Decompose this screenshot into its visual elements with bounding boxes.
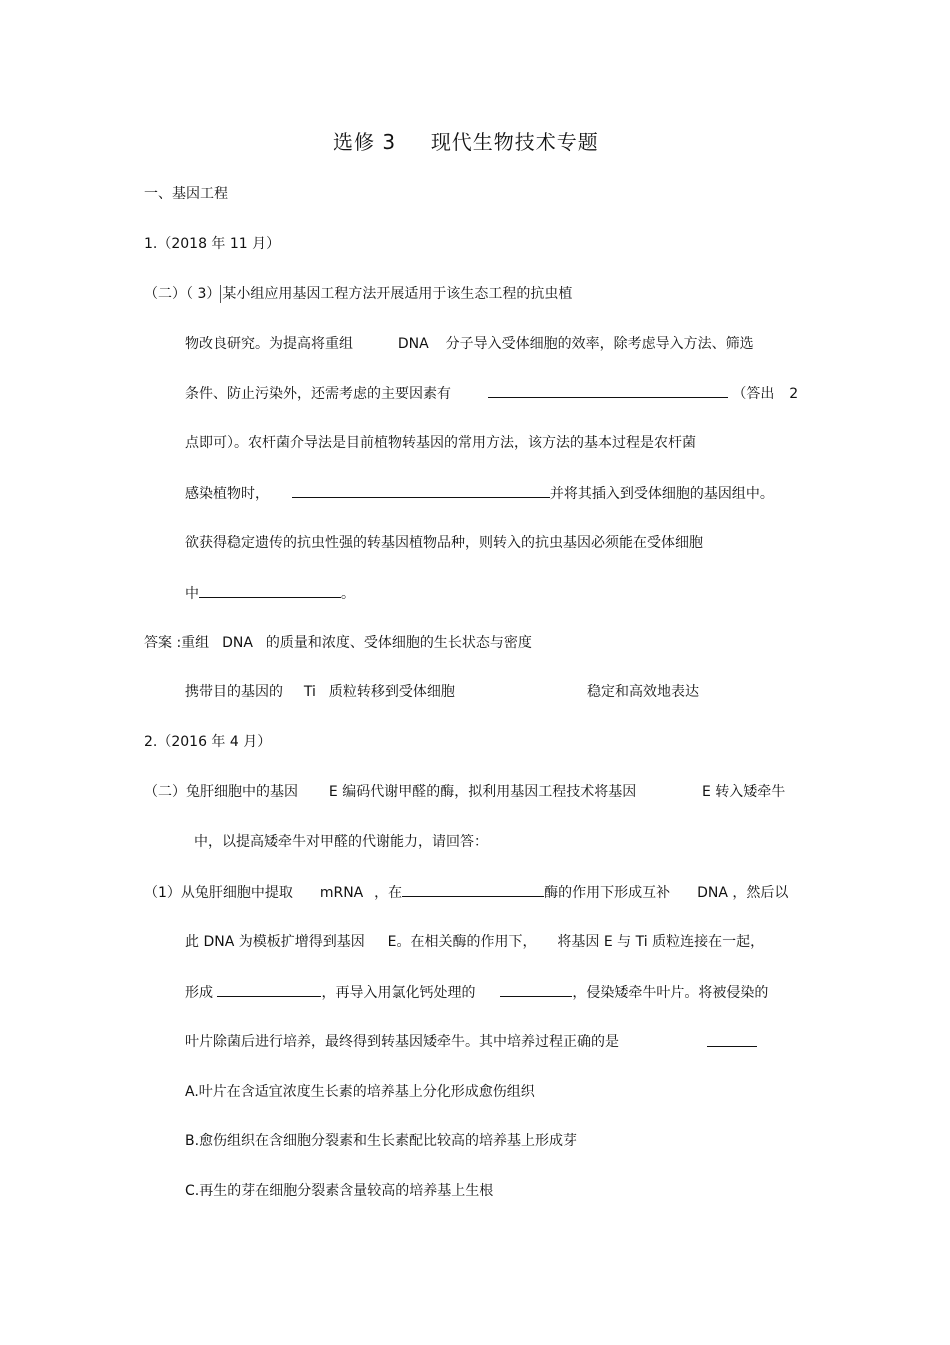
answer-blank-7-wrap: [707, 1032, 757, 1053]
q1-line-2: [185, 334, 754, 354]
title-part2: 现代生物技术专题: [430, 130, 599, 154]
q2-p3c: ，侵染矮牵牛叶片。将被侵染的: [572, 985, 769, 1001]
answer-blank-6[interactable]: [500, 982, 572, 997]
q2-line-1b: E 编码代谢甲醛的酶，拟利用基因工程技术将基因: [328, 784, 637, 800]
answer-label: 答案 :: [144, 635, 182, 651]
q1-line-2a: 物改良研究。为提高将重组: [185, 336, 353, 352]
q2-p1f: ，然后以: [732, 885, 789, 901]
q2-p1e: DNA: [697, 885, 728, 901]
page-title: [333, 132, 599, 152]
option-c: C.再生的芽在细胞分裂素含量较高的培养基上生根: [185, 1183, 494, 1199]
answer-2d: 稳定和高效地表达: [587, 684, 699, 700]
q1-line-2b: DNA: [397, 336, 429, 352]
q2-p1b: mRNA: [319, 885, 364, 901]
q1-line-2c: 分子导入受体细胞的效率，除考虑导入方法、筛选: [445, 336, 754, 352]
q2-p1-line-2: [185, 932, 764, 952]
q1-line-7b: 。: [341, 586, 355, 602]
answer-blank-4[interactable]: [402, 882, 544, 897]
q1-header: 1.（2018 年 11 月）: [144, 236, 281, 252]
q1-line-3b: （答出: [732, 386, 775, 402]
answer-blank-2[interactable]: [292, 483, 550, 498]
answer-2b: Ti: [303, 684, 316, 700]
answer-blank-1[interactable]: [488, 383, 728, 398]
q1-line-3a: 条件、防止污染外，还需考虑的主要因素有: [185, 386, 451, 402]
q2-p1-line-3: [185, 982, 768, 1003]
q1-line-4: 点即可）。农杆菌介导法是目前植物转基因的常用方法，该方法的基本过程是农杆菌: [185, 435, 696, 451]
q1-line-3c: 2: [789, 386, 799, 402]
q2-p2a: 此 DNA 为模板扩增得到基因: [185, 934, 365, 950]
q1-line-1: [144, 284, 572, 304]
q2-p1-line-4: [185, 1032, 619, 1052]
q2-p1d: 酶的作用下形成互补: [544, 885, 671, 901]
answer-blank-5[interactable]: [217, 982, 321, 997]
q1-line-5: [185, 483, 774, 504]
q2-header: 2.（2016 年 4 月）: [144, 734, 272, 750]
q2-p1a: （1）从兔肝细胞中提取: [144, 885, 293, 901]
q2-line-1: [144, 782, 636, 802]
q1-answer-line-2: [185, 682, 455, 702]
q2-p2b: E。在相关酶的作用下，: [387, 934, 537, 950]
answer-blank-3[interactable]: [199, 583, 341, 598]
q1-line-3: [185, 383, 798, 404]
q2-line-1c: E 转入矮牵牛: [702, 784, 786, 800]
answer-blank-7[interactable]: [707, 1032, 757, 1047]
q2-p1c: ，在: [374, 885, 403, 901]
q1-line-5a: 感染植物时，: [185, 486, 269, 502]
answer-1a: 重组: [181, 635, 210, 651]
q1-line-1-text: 某小组应用基因工程方法开展适用于该生态工程的抗虫植: [222, 286, 573, 302]
q1-line-7a: 中: [185, 586, 199, 602]
option-b: B.愈伤组织在含细胞分裂素和生长素配比较高的培养基上形成芽: [185, 1133, 578, 1149]
answer-2a: 携带目的基因的: [185, 684, 283, 700]
section-heading: 一、基因工程: [144, 186, 228, 202]
q1-line-6: 欲获得稳定遗传的抗虫性强的转基因植物品种，则转入的抗虫基因必须能在受体细胞: [185, 535, 703, 551]
q2-line-1a: （二）兔肝细胞中的基因: [144, 784, 298, 800]
answer-1c: 的质量和浓度、受体细胞的生长状态与密度: [265, 635, 532, 651]
q1-line-5b: 并将其插入到受体细胞的基因组中。: [549, 486, 774, 502]
q1-answer-line-1: [144, 633, 532, 653]
q2-line-2: 中，以提高矮牵牛对甲醛的代谢能力，请回答：: [194, 834, 488, 850]
q2-p3a: 形成: [185, 985, 213, 1001]
q2-p3b: ，再导入用氯化钙处理的: [321, 985, 476, 1001]
answer-1b: DNA: [222, 635, 253, 651]
q2-p2c: 将基因 E 与 Ti 质粒连接在一起，: [557, 934, 765, 950]
q2-p4: 叶片除菌后进行培养，最终得到转基因矮牵牛。其中培养过程正确的是: [185, 1034, 619, 1050]
q2-p1-line-1: [144, 882, 788, 903]
title-part1: 选修 3: [333, 130, 397, 154]
q1-line-7: [185, 583, 355, 604]
q1-prefix: （二）（ 3）: [144, 286, 221, 302]
option-a: A.叶片在含适宜浓度生长素的培养基上分化形成愈伤组织: [185, 1084, 535, 1100]
answer-2c: 质粒转移到受体细胞: [328, 684, 455, 700]
